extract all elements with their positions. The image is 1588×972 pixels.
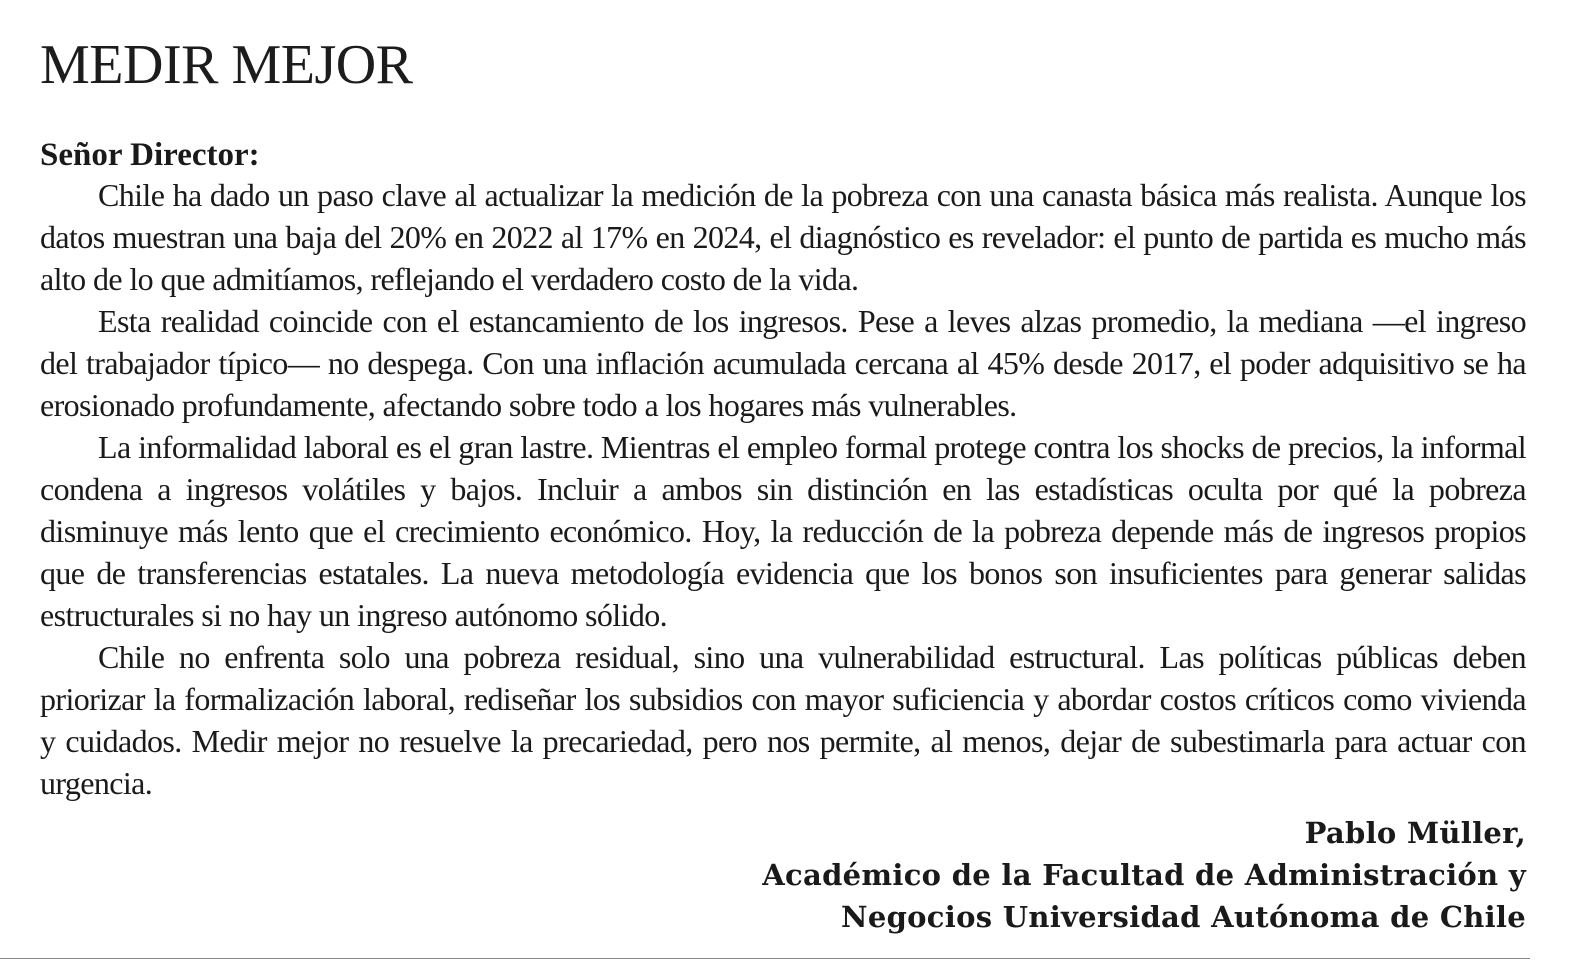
letter-article [40,30,1526,938]
salutation: Señor Director: [40,137,260,173]
author-title-line-1: Académico de la Facultad de Administración y [762,858,1526,892]
paragraph-2: Esta realidad coincide con el estancamiento de los ingresos. Pese a leves alzas promedio, la mediana —el ingreso del trabajador típico— no despega. Con una inflación acumulada cercana al 45% desde 2017, el poder adquisitivo se ha erosionado profundamente, afectando sobre todo a los hogares más vulnerables. [40,303,1526,423]
bottom-divider [0,958,1530,959]
author-title-line-2: Negocios Universidad Autónoma de Chile [841,900,1526,934]
signature-block [40,812,1526,938]
paragraph-4: Chile no enfrenta solo una pobreza residual, sino una vulnerabilidad estructural. Las políticas públicas deben priorizar la formalización laboral, rediseñar los subsidios con mayor suficiencia y abordar costos críticos como vivienda y cuidados. Medir mejor no resuelve la precariedad, pero nos permite, al menos, dejar de subestimarla para actuar con urgencia. [40,639,1526,801]
headline: MEDIR MEJOR [40,34,413,96]
letter-body [40,174,1526,804]
author-name: Pablo Müller, [1304,816,1526,850]
paragraph-1: Chile ha dado un paso clave al actualizar la medición de la pobreza con una canasta básica más realista. Aunque los datos muestran una baja del 20% en 2022 al 17% en 2024, el diagnóstico es revelador: el punto de partida es mucho más alto de lo que admitíamos, reflejando el verdadero costo de la vida. [40,177,1526,297]
paragraph-3: La informalidad laboral es el gran lastre. Mientras el empleo formal protege contra los shocks de precios, la informal condena a ingresos volátiles y bajos. Incluir a ambos sin distinción en las estadísticas oculta por qué la pobreza disminuye más lento que el crecimiento económico. Hoy, la reducción de la pobreza depende más de ingresos propios que de transferencias estatales. La nueva metodología evidencia que los bonos son insuficientes para generar salidas estructurales si no hay un ingreso autónomo sólido. [40,429,1526,633]
